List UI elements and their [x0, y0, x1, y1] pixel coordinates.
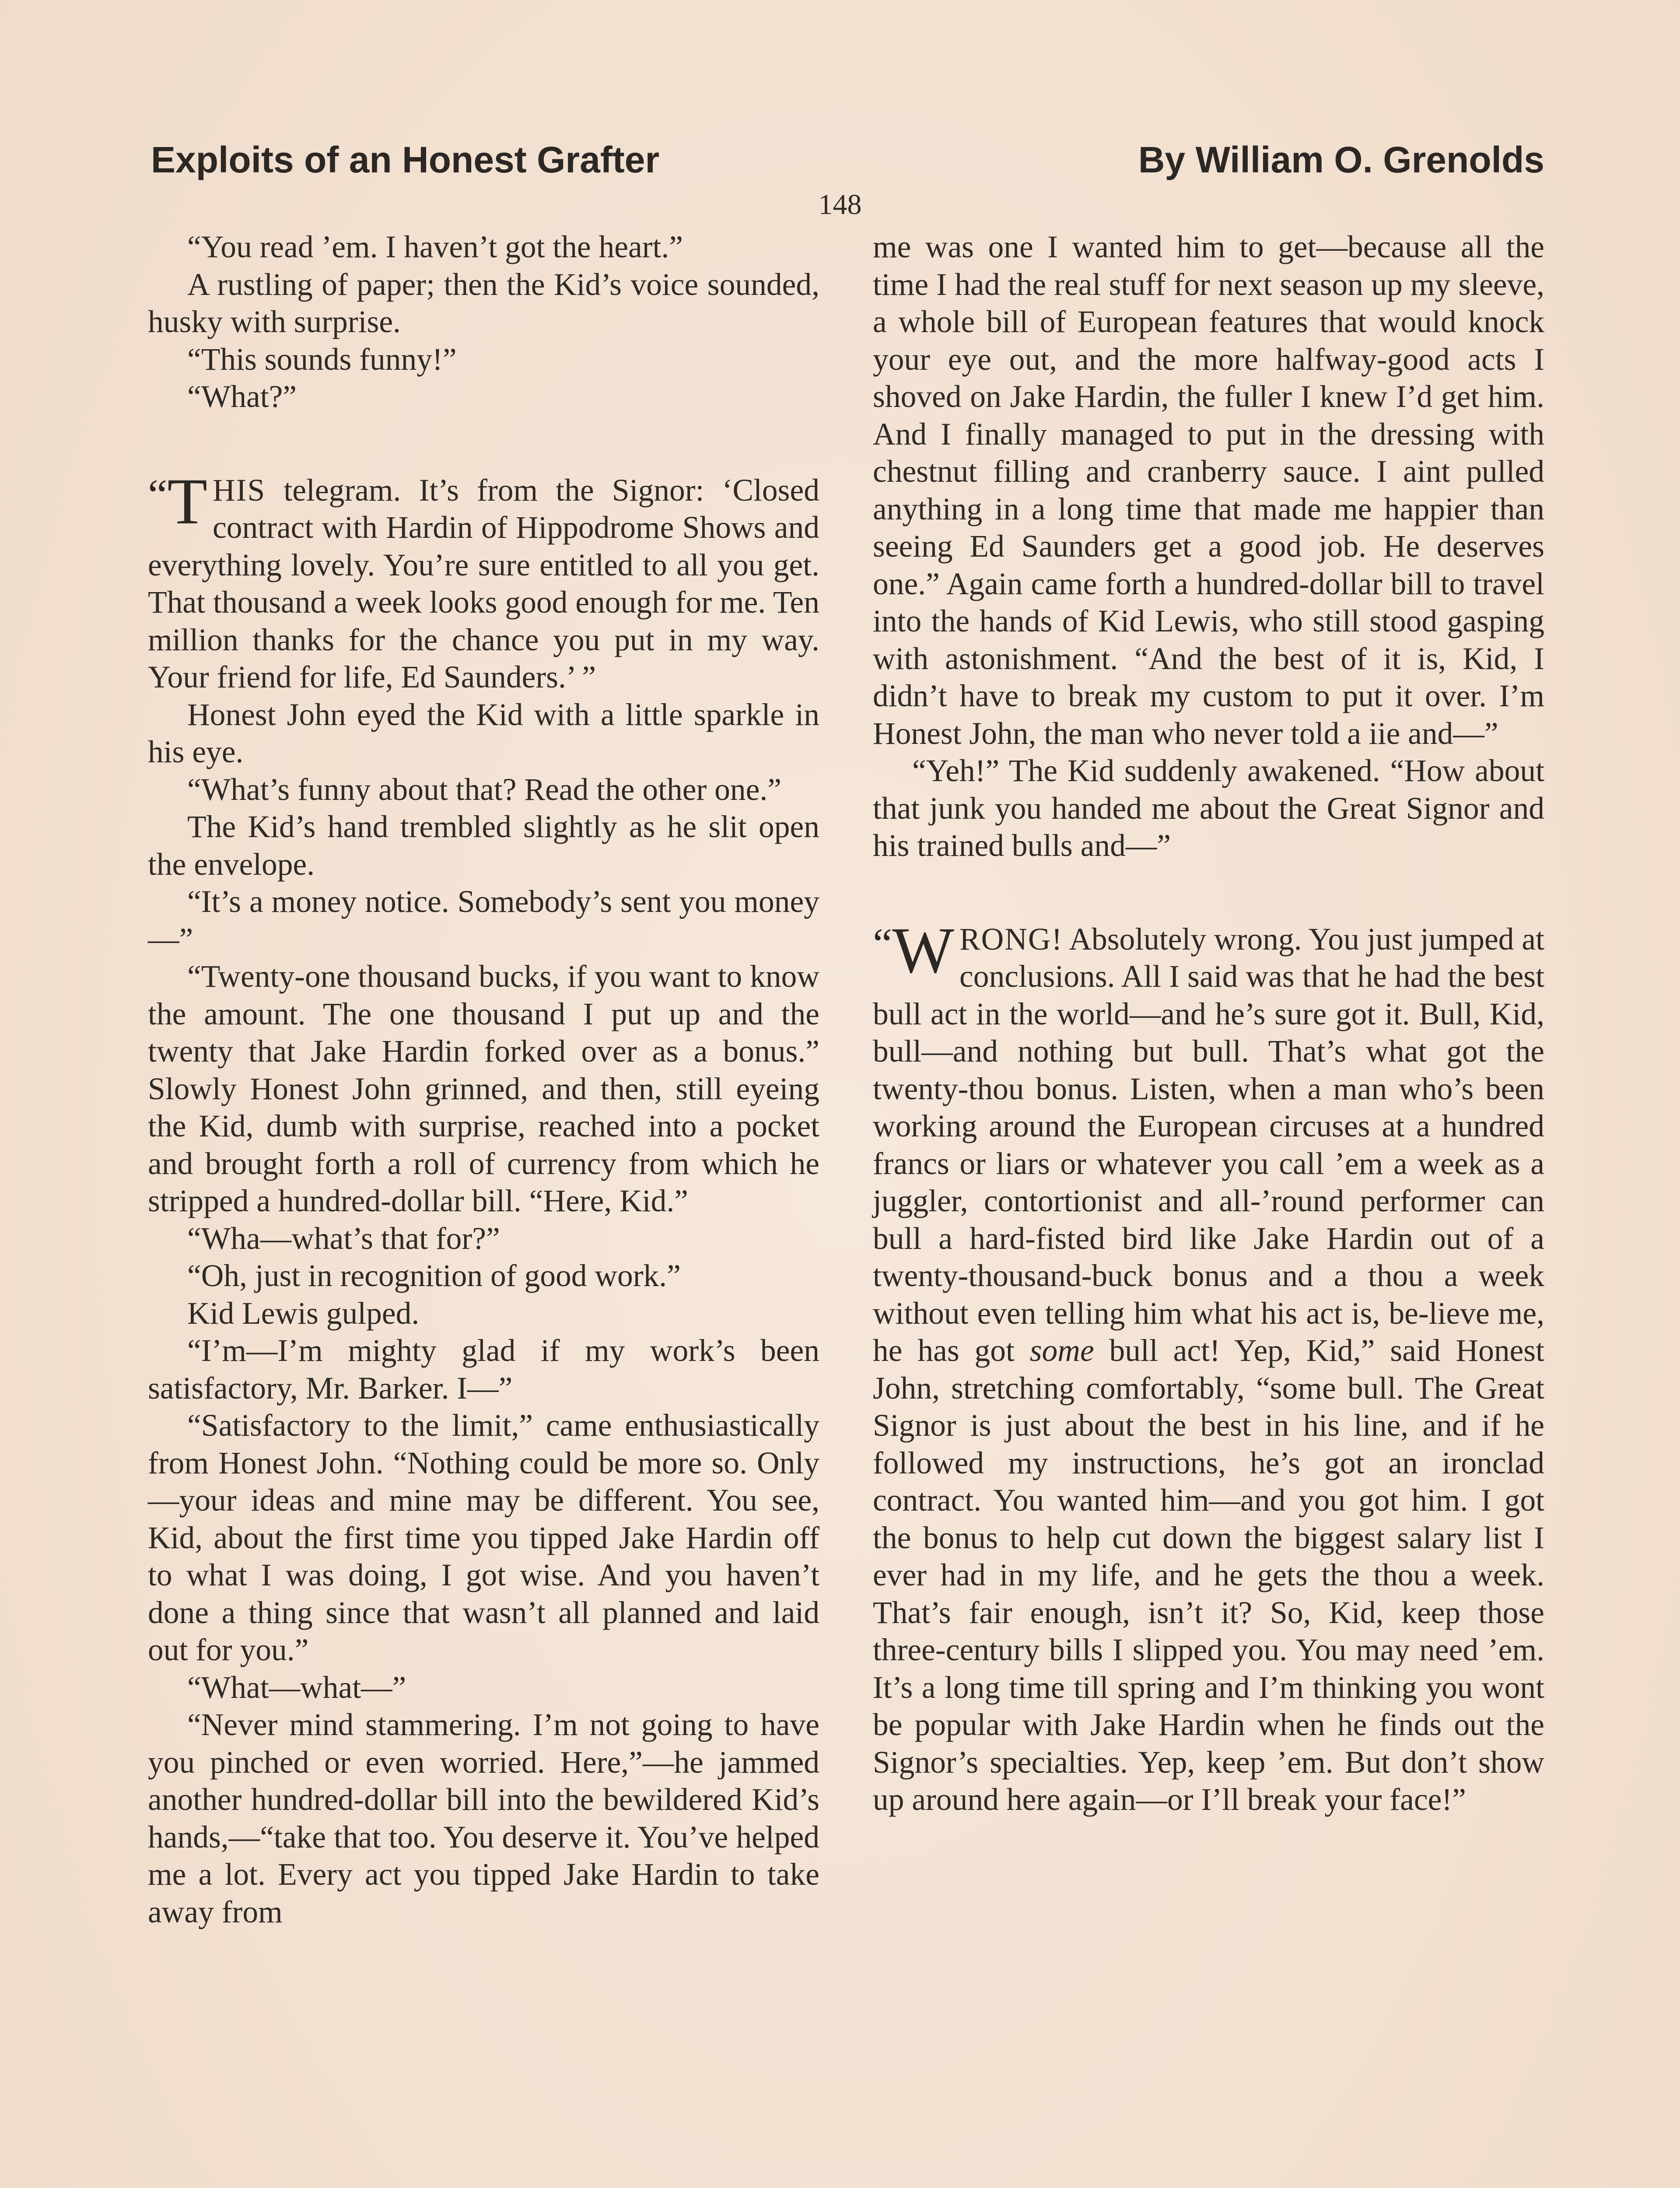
- dropcap-paragraph: [148, 465, 819, 696]
- drop-cap-letter: T: [167, 465, 208, 538]
- author-byline: By William O. Grenolds: [1138, 139, 1544, 180]
- paragraph: “What?”: [187, 379, 297, 414]
- paragraph: The Kid’s hand trembled slightly as he slit open the envelope.: [148, 810, 819, 882]
- paragraph: Honest John eyed the Kid with a little sparkle in his eye.: [148, 697, 819, 769]
- drop-cap-quote: “: [148, 470, 168, 519]
- paragraph: “Oh, just in recognition of good work.”: [187, 1259, 681, 1293]
- paragraph: “Satisfactory to the limit,” came enthusiastically from Honest John. “Nothing could be more so. Only—your ideas and mine may be different. You see, Kid, about the first time you tipped Jake Hardin off to what I was doing, I got wise. And you haven’t done a thing since that wasn’t all planned and laid out for you.”: [148, 1408, 819, 1667]
- paragraph: “You read ’em. I haven’t got the heart.”: [187, 230, 683, 264]
- text-columns: [148, 228, 1544, 2188]
- paragraph: “It’s a money notice. Somebody’s sent you money—”: [148, 884, 819, 957]
- paragraph: Kid Lewis gulped.: [187, 1296, 420, 1331]
- section-break: [873, 865, 1544, 921]
- paragraph: “What’s funny about that? Read the other one.”: [187, 772, 782, 807]
- paragraph: “Twenty-one thousand bucks, if you want to know the amount. The one thousand I put up and the twenty that Jake Hardin forked over as a bonus.” Slowly Honest John grinned, and then, still eyeing the Kid, dumb with surprise, reached into a pocket and brought forth a roll of currency from which he stripped a hundred-dollar bill. “Here, Kid.”: [148, 959, 819, 1218]
- drop-cap: [148, 465, 208, 538]
- paragraph-continued: me was one I wanted him to get—because all the time I had the real stuff for next season up my sleeve, a whole bill of European features that would knock your eye out, and the more halfway-good acts I shoved on Jake Hardin, the fuller I knew I’d get him. And I finally managed to put in the dressing with chestnut filling and cranberry sauce. I aint pulled anything in a long time that made me happier than seeing Ed Saunders get a good job. He deserves one.” Again came forth a hundred-dollar bill to travel into the hands of Kid Lewis, who still stood gasping with astonishment. “And the best of it is, Kid, I didn’t have to break my custom to put it over. I’m Honest John, the man who never told a iie and—”: [873, 230, 1544, 751]
- paragraph: “This sounds funny!”: [187, 342, 457, 377]
- drop-cap-letter: W: [892, 914, 954, 987]
- drop-cap-quote: “: [873, 919, 892, 968]
- running-head: [151, 131, 1544, 188]
- smallcaps-lead: RONG!: [959, 922, 1063, 957]
- page-number: 148: [818, 189, 862, 221]
- paragraph-text: Absolutely wrong. You just jumped at conclusions. All I said was that he had the best bull act in the world—and he’s sure got it. Bull, Kid, bull—and nothing but bull. That’s what got the twenty-thou bonus. Listen, when a man who’s been working around the European circuses at a hundred francs or liars or whatever you call ’em a week as a juggler, contortionist and all-’round performer can bull a hard-fisted bird like Jake Hardin out of a twenty-thousand-buck bonus and a thou a week without even telling him what his act is, be-lieve me, he has got: [873, 922, 1544, 1368]
- paragraph: “Yeh!” The Kid suddenly awakened. “How about that junk you handed me about the Great Signor and his trained bulls and—”: [873, 754, 1544, 863]
- drop-cap: [873, 914, 954, 987]
- italic-emphasis: some: [1029, 1333, 1094, 1368]
- paragraph: “Wha—what’s that for?”: [187, 1221, 500, 1256]
- paragraph: “Never mind stammering. I’m not going to have you pinched or even worried. Here,”—he jammed another hundred-dollar bill into the bewildered Kid’s hands,—“take that too. You deserve it. You’ve helped me a lot. Every act you tipped Jake Hardin to take away from: [148, 1708, 819, 1929]
- right-column: [873, 228, 1544, 2188]
- story-title: Exploits of an Honest Grafter: [151, 139, 660, 180]
- dropcap-paragraph: [873, 914, 1544, 1819]
- paragraph: “I’m—I’m mighty glad if my work’s been satisfactory, Mr. Barker. I—”: [148, 1333, 819, 1406]
- paragraph-text: telegram. It’s from the Signor: ‘Closed contract with Hardin of Hippodrome Shows and everything lovely. You’re sure entitled to all you get. That thousand a week looks good enough for me. Ten million thanks for the chance you put in my way. Your friend for life, Ed Saunders.’ ”: [148, 473, 819, 694]
- paragraph: A rustling of paper; then the Kid’s voice sounded, husky with surprise.: [148, 267, 819, 339]
- paragraph: “What—what—”: [187, 1670, 406, 1705]
- smallcaps-lead: HIS: [213, 473, 266, 508]
- paragraph-text-continued: bull act! Yep, Kid,” said Honest John, stretching comfortably, “some bull. The Great Signor is just about the best in his line, and if he followed my instructions, he’s got an ironclad contract. You wanted him—and you got him. I got the bonus to help cut down the biggest salary list I ever had in my life, and he gets the thou a week. That’s fair enough, isn’t it? So, Kid, keep those three-century bills I slipped you. You may need ’em. It’s a long time till spring and I’m thinking you wont be popular with Jake Hardin when he finds out the Signor’s specialties. Yep, keep ’em. But don’t show up around here again—or I’ll break your face!”: [873, 1333, 1544, 1817]
- left-column: [148, 228, 819, 2188]
- section-break: [148, 416, 819, 472]
